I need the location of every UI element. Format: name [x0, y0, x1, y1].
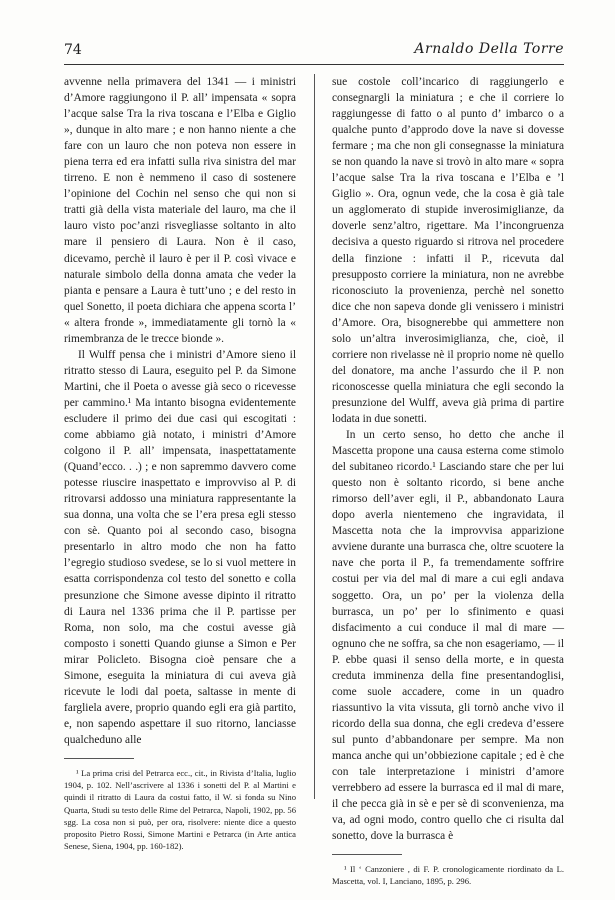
footnotes-left: [64, 767, 296, 852]
paragraph: Il Wulff pensa che i ministri d’Amore sieno il ritratto stesso di Laura, eseguito pel P. da Simone Martini, che il Poeta o avesse già seco o ricevesse per cammino.¹ Ma intanto bisogna evidentemente escludere il primo dei due casi qui escogitati : come abbiamo già notato, i ministri d’Amore colgono il P. all’ impensata, inaspettatamente (Quand’ecco. . .) ; e non sapremmo davvero come potesse riuscire inaspettato e improvviso al P. di ritrovarsi addosso una miniatura rappresentante la sua donna, una volta che se l’era presa egli stesso con sè. Quanto poi al secondo caso, bisogna presentarlo in altro modo che non ha fatto l’egregio studioso svedese, se lo si vuol mettere in esatta corrispondenza col testo del sonetto e colla presunzione che Simone avesse dipinto il ritratto di Laura nel 1336 prima che il P. partisse per Roma, non solo, ma che costui avesse già composto i sonetti Quando giunse a Simon e Per mirar Policleto. Bisogna cioè pensare che a Simone, eseguita la miniatura di cui aveva già ricevute le lodi dal poeta, saltasse in mente di fargliela avere, proprio quando egli era già partito, e, non sapendo aspettare il suo ritorno, lanciasse qualcheduno alle: [64, 348, 296, 746]
right-column: [332, 74, 564, 888]
left-column: [64, 74, 296, 852]
footnote: ¹ La prima crisi del Petrarca ecc., cit., in Rivista d’Italia, luglio 1904, p. 102. Nell’ascrivere al 1336 i sonetti del P. al Martini e quindi il ritratto di Laura da costui fatto, il W. si fonda su Nino Quarta, Studi su testo delle Rime del Petrarca, Napoli, 1902, pp. 56 sgg. La cosa non si può, per ora, risolvere: niente dice a questo proposito Pietro Rossi, Simone Martini e Petrarca (in Arte antica Senese, Siena, 1904, pp. 160-182).: [64, 767, 296, 852]
paragraph: In un certo senso, ho detto che anche il Mascetta propone una causa esterna come stimolo del subitaneo ricordo.¹ Lasciando stare che per lui questo non è soltanto ricordo, si bene anche rimorso dell’aver egli, il P., abbandonato Laura dopo averla nientemeno che ingravidata, il Mascetta nota che la improvvisa apparizione avviene durante una burrasca che, oltre scuotere la nave che porta il P., fa tremendamente soffrire costui per via del mal di mare a cui egli andava soggetto. Ora, un po’ per la violenza della burrasca, un po’ per lo sfinimento e quasi disfacimento a cui conduce il mal di mare — ognuno che ne soffra, sa che non esageriamo, — il P. ebbe quasi il senso della morte, e in questa creduta imminenza della fine presentandoglisi, come suole accadere, come in un quadro riassuntivo la vita vissuta, gli tornò anche vivo il ricordo della sua donna, che egli credeva d’essere sul punto d’abbandonare per sempre. Ma non manca anche qui un’obbiezione capitale ; ed è che con tale interpretazione i ministri d’amore verrebbero ad essere la burrasca ed il mal di mare, il che pecca già in sè e per sè di sconvenienza, ma va, ad ogni modo, contro quello che ci risulta dal sonetto, dove la burrasca è: [332, 429, 564, 843]
paragraph: sue costole coll’incarico di raggiungerlo e consegnargli la miniatura ; e che il corriere lo raggiungesse di fatto o al punto d’ imbarco o a qualche punto d’approdo dove la nave si dovesse fermare ; ma che non gli consegnasse la miniatura se non quando la nave si trovò in alto mare « sopra l’acque salse Tra la riva toscana e l’Elba e ’l Giglio ». Ora, ognun vede, che la cosa è già tale un agglomerato di stupide inverosimiglianze, da doverle senz’altro, rigettare. Ma l’incongruenza decisiva a questo riguardo si ritrova nel procedere della finzione : infatti il P., ricevuta dal presupposto corriere la miniatura, non ne avrebbe riconosciuto la provenienza, perchè nel sonetto dice che non sapeva donde gli venissero i ministri d’Amore. Ora, bisognerebbe qui ammettere non solo un’altra inverosimiglianza, che, cioè, il corriere non rivelasse nè il proprio nome nè quello del donatore, ma anche l’assurdo che il P. non riconoscesse quella miniatura che egli secondo la presunzione del Wulff, aveva già prima di partire lodata in due sonetti.: [332, 76, 564, 425]
running-title: Arnaldo Della Torre: [414, 41, 564, 57]
page-number: 74: [64, 42, 82, 58]
page-header: [64, 38, 564, 65]
footnote-divider: [64, 758, 134, 759]
footnotes-right: [332, 863, 564, 887]
column-divider: [314, 74, 315, 799]
paragraph: avvenne nella primavera del 1341 — i ministri d’Amore raggiungono il P. all’ impensata « sopra l’acque salse Tra la riva toscana e l’Elba e Giglio », dunque in alto mare ; e non hanno niente a che fare con un lauro che non poteva non essere in piena terra ed era infatti sulla riva sinistra del mar tirreno. E non è nemmeno il caso di sostenere l’opinione del Cochin nel senso che qui non si tratti già della vista materiale del lauro, ma che il lauro visto poc’anzi risvegliasse soltanto in alto mare il pensiero di Laura. Non è il caso, dicevamo, perchè il lauro è per il P. così vivace e naturale simbolo della donna amata che veder la pianta e pensare a Laura è tutt’uno ; e del resto in quel Sonetto, il poeta dichiara che appena scorta l’ « altera fronde », immediatamente gli tornò la « rimembranza de le trecce bionde ».: [64, 76, 296, 345]
footnote: ¹ Il ‘ Canzoniere , di F. P. cronologicamente riordinato da L. Mascetta, vol. I, Lanciano, 1895, p. 296.: [332, 864, 564, 887]
footnote-divider: [332, 854, 402, 855]
